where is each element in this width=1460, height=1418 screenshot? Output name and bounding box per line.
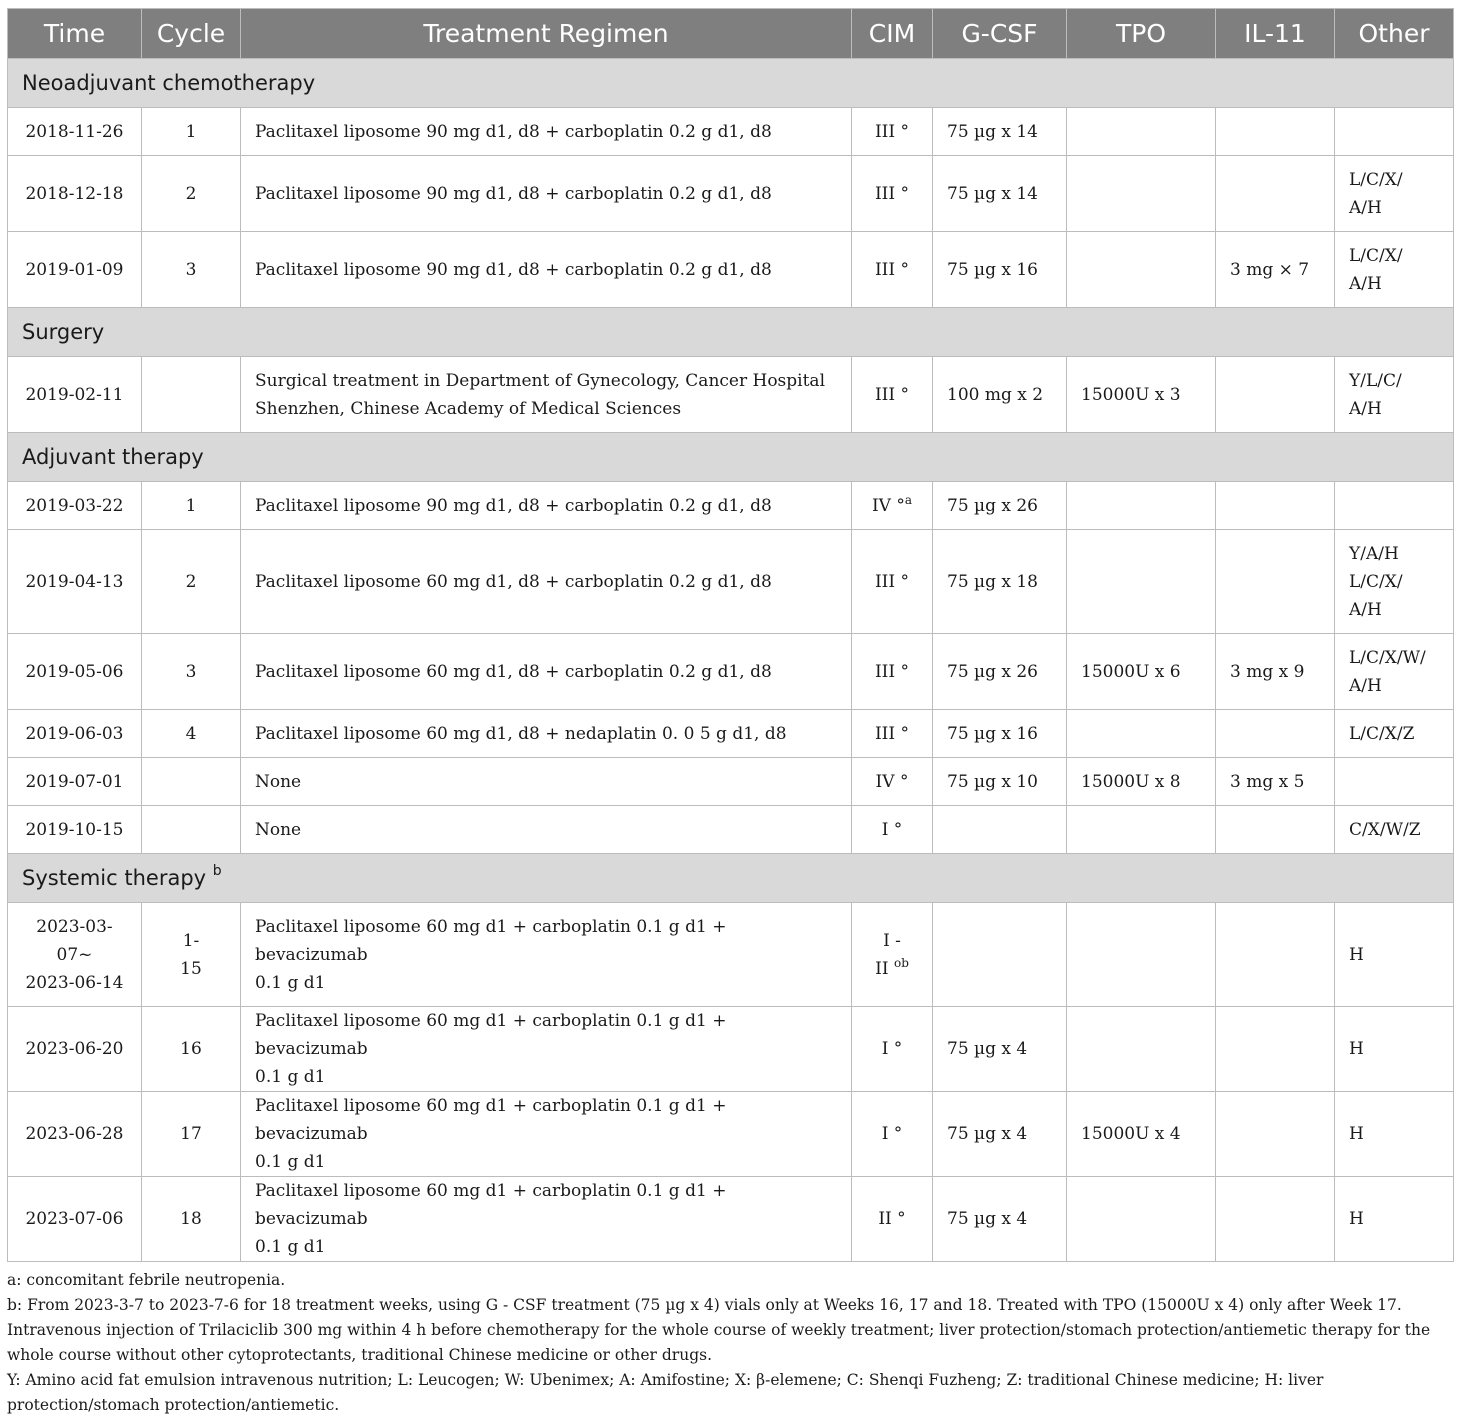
il-11-cell: [1216, 357, 1335, 433]
treatment-regimen-cell: [241, 806, 852, 854]
cim-cell-text: I °: [881, 1124, 903, 1144]
section-row: [8, 854, 1454, 903]
section-title: [8, 433, 1454, 482]
cycle-cell-text: 16: [180, 1039, 202, 1059]
g-csf-cell-text: 75 µg x 4: [947, 1209, 1028, 1229]
tpo-cell: [1067, 710, 1216, 758]
other-cell: [1335, 634, 1454, 710]
cycle-cell-text: 1- 15: [180, 930, 202, 979]
cim-cell-text: I °: [881, 1039, 903, 1059]
table-row: [8, 758, 1454, 806]
section-title-text: Adjuvant therapy: [22, 445, 204, 469]
g-csf-cell-text: 75 µg x 16: [947, 259, 1038, 280]
tpo-cell: [1067, 634, 1216, 710]
treatment-regimen-cell-text: Paclitaxel liposome 60 mg d1, d8 + carboplatin 0.2 g d1, d8: [255, 661, 772, 682]
table-row: [8, 806, 1454, 854]
cim-cell-text: II °: [878, 1209, 906, 1229]
section-title-text: Neoadjuvant chemotherapy: [22, 71, 316, 95]
cim-cell-text: III °: [874, 121, 910, 142]
time-cell: [8, 1092, 142, 1177]
table-row: [8, 903, 1454, 1007]
other-cell-text: L/C/X/ A/H: [1349, 245, 1403, 294]
g-csf-cell: [933, 806, 1067, 854]
cim-cell-text: I - II: [875, 930, 901, 979]
other-cell: [1335, 1177, 1454, 1262]
g-csf-cell-text: 75 µg x 18: [947, 571, 1038, 592]
section-title-text: Surgery: [22, 320, 105, 344]
cycle-cell-text: 17: [180, 1124, 202, 1144]
cycle-cell-text: 4: [185, 723, 197, 744]
tpo-cell: [1067, 156, 1216, 232]
time-cell-text: 2023-06-20: [25, 1039, 124, 1059]
footnote-abbreviations: Y: Amino acid fat emulsion intravenous nutrition; L: Leucogen; W: Ubenimex; A: Amifostine; X: β-elemene; C: Shenqi Fuzheng; Z: traditional Chinese medicine; H: liver protection/stomach protection/antiemetic.: [7, 1371, 1324, 1414]
treatment-regimen-cell: [241, 1092, 852, 1177]
treatment-regimen-cell-text: Paclitaxel liposome 90 mg d1, d8 + carboplatin 0.2 g d1, d8: [255, 183, 772, 204]
treatment-regimen-cell-text: Paclitaxel liposome 90 mg d1, d8 + carboplatin 0.2 g d1, d8: [255, 495, 772, 516]
cycle-cell-text: 1: [185, 495, 197, 516]
cim-cell-text: IV °: [875, 771, 909, 792]
time-cell: [8, 232, 142, 308]
treatment-regimen-cell: [241, 357, 852, 433]
other-cell: [1335, 710, 1454, 758]
other-cell: [1335, 482, 1454, 530]
g-csf-cell-text: 75 µg x 26: [947, 661, 1038, 682]
cycle-cell: [142, 1092, 241, 1177]
il-11-cell: [1216, 156, 1335, 232]
time-cell: [8, 903, 142, 1007]
section-title-text: Systemic therapy: [22, 866, 213, 890]
tpo-cell: [1067, 903, 1216, 1007]
cycle-cell-text: 3: [185, 259, 197, 280]
cycle-cell: [142, 156, 241, 232]
g-csf-cell: [933, 758, 1067, 806]
other-cell: [1335, 1007, 1454, 1092]
cim-cell: [852, 530, 933, 634]
time-cell: [8, 357, 142, 433]
treatment-regimen-cell: [241, 1007, 852, 1092]
other-cell: [1335, 758, 1454, 806]
footnote-b: b: From 2023-3-7 to 2023-7-6 for 18 treatment weeks, using G - CSF treatment (75 µg x 4) vials only at Weeks 16, 17 and 18. Treated with TPO (15000U x 4) only after Week 17. Intravenous injection of Trilaciclib 300 mg within 4 h before chemotherapy for the whole course of weekly treatment; liver protection/stomach protection/antiemetic therapy for the whole course without other cytoprotectants, traditional Chinese medicine or other drugs.: [7, 1296, 1431, 1364]
cycle-cell: [142, 758, 241, 806]
il-11-cell: [1216, 530, 1335, 634]
tpo-cell: [1067, 232, 1216, 308]
time-cell-text: 2018-12-18: [25, 183, 124, 204]
header-g-csf: G-CSF: [933, 9, 1067, 59]
cycle-cell: [142, 108, 241, 156]
treatment-regimen-cell-text: Paclitaxel liposome 60 mg d1 + carboplatin 0.1 g d1 + bevacizumab 0.1 g d1: [255, 916, 727, 993]
tpo-cell: [1067, 357, 1216, 433]
g-csf-cell: [933, 1007, 1067, 1092]
table-row: [8, 357, 1454, 433]
il-11-cell: [1216, 806, 1335, 854]
time-cell: [8, 710, 142, 758]
time-cell-text: 2019-02-11: [25, 384, 124, 405]
cim-cell: [852, 108, 933, 156]
tpo-cell-text: 15000U x 3: [1081, 384, 1181, 405]
table-row: [8, 1007, 1454, 1092]
cim-cell-text: III °: [874, 661, 910, 682]
g-csf-cell: [933, 156, 1067, 232]
table-row: [8, 108, 1454, 156]
time-cell: [8, 482, 142, 530]
treatment-table: [7, 8, 1454, 1262]
cycle-cell-text: 2: [185, 183, 197, 204]
other-cell: [1335, 1092, 1454, 1177]
cim-cell-text: III °: [874, 384, 910, 405]
tpo-cell-text: 15000U x 4: [1081, 1124, 1181, 1144]
cim-cell: [852, 156, 933, 232]
il-11-cell: [1216, 482, 1335, 530]
footnotes: [7, 1268, 1453, 1418]
cim-cell: [852, 634, 933, 710]
treatment-regimen-cell-text: Paclitaxel liposome 60 mg d1 + carboplatin 0.1 g d1 + bevacizumab 0.1 g d1: [255, 1011, 727, 1087]
g-csf-cell: [933, 710, 1067, 758]
cim-cell: [852, 710, 933, 758]
time-cell: [8, 1177, 142, 1262]
cim-footnote-marker: ob: [893, 955, 909, 970]
cim-cell-text: III °: [874, 723, 910, 744]
il-11-cell: [1216, 1007, 1335, 1092]
g-csf-cell-text: 75 µg x 4: [947, 1039, 1028, 1059]
header-time: Time: [8, 9, 142, 59]
g-csf-cell: [933, 1092, 1067, 1177]
g-csf-cell: [933, 357, 1067, 433]
table-row: [8, 232, 1454, 308]
cim-cell-text: III °: [874, 571, 910, 592]
cim-footnote-marker: a: [904, 492, 913, 507]
table-row: [8, 482, 1454, 530]
g-csf-cell-text: 100 mg x 2: [947, 384, 1044, 405]
time-cell: [8, 1007, 142, 1092]
il-11-cell: [1216, 1092, 1335, 1177]
other-cell-text: L/C/X/W/ A/H: [1349, 647, 1426, 696]
header-il-11: IL-11: [1216, 9, 1335, 59]
section-footnote-marker: b: [212, 863, 222, 879]
g-csf-cell-text: 75 µg x 14: [947, 121, 1038, 142]
other-cell: [1335, 156, 1454, 232]
other-cell-text: Y/A/H L/C/X/ A/H: [1349, 543, 1403, 620]
other-cell: [1335, 806, 1454, 854]
il-11-cell: [1216, 710, 1335, 758]
treatment-regimen-cell: [241, 530, 852, 634]
cim-cell: [852, 1007, 933, 1092]
time-cell: [8, 108, 142, 156]
other-cell: [1335, 232, 1454, 308]
cycle-cell: [142, 1007, 241, 1092]
time-cell-text: 2019-07-01: [25, 771, 124, 792]
tpo-cell: [1067, 1177, 1216, 1262]
footnote-a: a: concomitant febrile neutropenia.: [7, 1271, 286, 1289]
tpo-cell: [1067, 482, 1216, 530]
other-cell-text: C/X/W/Z: [1349, 819, 1421, 840]
cim-cell: [852, 357, 933, 433]
g-csf-cell-text: 75 µg x 14: [947, 183, 1038, 204]
time-cell-text: 2019-06-03: [25, 723, 124, 744]
cycle-cell: [142, 530, 241, 634]
g-csf-cell: [933, 634, 1067, 710]
header-other: Other: [1335, 9, 1454, 59]
other-cell-text: L/C/X/Z: [1349, 723, 1415, 744]
tpo-cell: [1067, 1007, 1216, 1092]
il-11-cell-text: 3 mg × 7: [1230, 259, 1310, 280]
time-cell-text: 2023-07-06: [25, 1209, 124, 1229]
cycle-cell: [142, 232, 241, 308]
section-row: [8, 433, 1454, 482]
treatment-regimen-cell-text: None: [255, 771, 302, 792]
other-cell: [1335, 903, 1454, 1007]
other-cell-text: H: [1349, 944, 1364, 965]
treatment-regimen-cell: [241, 710, 852, 758]
time-cell-text: 2019-10-15: [25, 819, 124, 840]
il-11-cell: [1216, 634, 1335, 710]
table-row: [8, 634, 1454, 710]
g-csf-cell: [933, 903, 1067, 1007]
other-cell-text: Y/L/C/ A/H: [1349, 370, 1402, 419]
cim-cell: [852, 758, 933, 806]
treatment-regimen-cell: [241, 1177, 852, 1262]
table-row: [8, 156, 1454, 232]
g-csf-cell-text: 75 µg x 4: [947, 1124, 1028, 1144]
g-csf-cell-text: 75 µg x 10: [947, 771, 1038, 792]
treatment-regimen-cell: [241, 482, 852, 530]
tpo-cell: [1067, 758, 1216, 806]
g-csf-cell: [933, 482, 1067, 530]
tpo-cell: [1067, 108, 1216, 156]
time-cell: [8, 634, 142, 710]
treatment-regimen-cell-text: Paclitaxel liposome 60 mg d1 + carboplatin 0.1 g d1 + bevacizumab 0.1 g d1: [255, 1096, 727, 1172]
other-cell-text: L/C/X/ A/H: [1349, 169, 1403, 218]
treatment-regimen-cell-text: Paclitaxel liposome 90 mg d1, d8 + carboplatin 0.2 g d1, d8: [255, 121, 772, 142]
header-cim: CIM: [852, 9, 933, 59]
other-cell-text: H: [1349, 1039, 1364, 1059]
tpo-cell: [1067, 806, 1216, 854]
cycle-cell: [142, 357, 241, 433]
cycle-cell: [142, 903, 241, 1007]
table-row: [8, 530, 1454, 634]
tpo-cell: [1067, 1092, 1216, 1177]
g-csf-cell: [933, 1177, 1067, 1262]
cim-cell: [852, 232, 933, 308]
table-row: [8, 710, 1454, 758]
time-cell-text: 2019-03-22: [25, 495, 124, 516]
time-cell-text: 2023-06-28: [25, 1124, 124, 1144]
treatment-regimen-cell: [241, 903, 852, 1007]
cycle-cell-text: 1: [185, 121, 197, 142]
il-11-cell: [1216, 903, 1335, 1007]
cim-cell: [852, 482, 933, 530]
treatment-regimen-cell-text: Paclitaxel liposome 60 mg d1, d8 + carboplatin 0.2 g d1, d8: [255, 571, 772, 592]
treatment-regimen-cell-text: Paclitaxel liposome 60 mg d1, d8 + nedaplatin 0. 0 5 g d1, d8: [255, 723, 787, 744]
section-title: [8, 854, 1454, 903]
tpo-cell-text: 15000U x 6: [1081, 661, 1181, 682]
treatment-regimen-cell-text: None: [255, 819, 302, 840]
il-11-cell-text: 3 mg x 9: [1230, 661, 1305, 682]
treatment-regimen-cell: [241, 634, 852, 710]
cycle-cell-text: 3: [185, 661, 197, 682]
time-cell-text: 2019-04-13: [25, 571, 124, 592]
g-csf-cell-text: 75 µg x 16: [947, 723, 1038, 744]
time-cell: [8, 530, 142, 634]
header-treatment-regimen: Treatment Regimen: [241, 9, 852, 59]
cycle-cell: [142, 1177, 241, 1262]
treatment-regimen-cell-text: Paclitaxel liposome 60 mg d1 + carboplatin 0.1 g d1 + bevacizumab 0.1 g d1: [255, 1181, 727, 1257]
cycle-cell: [142, 710, 241, 758]
cim-cell: [852, 806, 933, 854]
cim-cell-text: III °: [874, 259, 910, 280]
cycle-cell-text: 18: [180, 1209, 202, 1229]
treatment-regimen-cell: [241, 156, 852, 232]
treatment-regimen-cell-text: Paclitaxel liposome 90 mg d1, d8 + carboplatin 0.2 g d1, d8: [255, 259, 772, 280]
table-row: [8, 1177, 1454, 1262]
time-cell-text: 2023-03- 07~ 2023-06-14: [25, 916, 124, 993]
cim-cell: [852, 903, 933, 1007]
section-title: [8, 59, 1454, 108]
il-11-cell: [1216, 758, 1335, 806]
header-tpo: TPO: [1067, 9, 1216, 59]
g-csf-cell: [933, 108, 1067, 156]
g-csf-cell-text: 75 µg x 26: [947, 495, 1038, 516]
il-11-cell-text: 3 mg x 5: [1230, 771, 1305, 792]
tpo-cell-text: 15000U x 8: [1081, 771, 1181, 792]
time-cell: [8, 758, 142, 806]
section-row: [8, 59, 1454, 108]
time-cell-text: 2019-01-09: [25, 259, 124, 280]
section-row: [8, 308, 1454, 357]
time-cell-text: 2019-05-06: [25, 661, 124, 682]
cim-cell-text: I °: [881, 819, 903, 840]
other-cell-text: H: [1349, 1124, 1364, 1144]
treatment-regimen-cell-text: Surgical treatment in Department of Gynecology, Cancer Hospital Shenzhen, Chinese Academy of Medical Sciences: [255, 370, 826, 419]
il-11-cell: [1216, 108, 1335, 156]
cim-cell-text: III °: [874, 183, 910, 204]
time-cell: [8, 156, 142, 232]
section-title: [8, 308, 1454, 357]
cim-cell: [852, 1177, 933, 1262]
g-csf-cell: [933, 530, 1067, 634]
treatment-regimen-cell: [241, 108, 852, 156]
cim-cell: [852, 1092, 933, 1177]
treatment-regimen-cell: [241, 758, 852, 806]
other-cell: [1335, 108, 1454, 156]
cycle-cell: [142, 634, 241, 710]
treatment-regimen-cell: [241, 232, 852, 308]
table-row: [8, 1092, 1454, 1177]
cycle-cell-text: 2: [185, 571, 197, 592]
cycle-cell: [142, 482, 241, 530]
other-cell: [1335, 357, 1454, 433]
g-csf-cell: [933, 232, 1067, 308]
treatment-table-document: [7, 8, 1453, 1418]
tpo-cell: [1067, 530, 1216, 634]
il-11-cell: [1216, 1177, 1335, 1262]
header-row: [8, 9, 1454, 59]
cycle-cell: [142, 806, 241, 854]
header-cycle: Cycle: [142, 9, 241, 59]
time-cell-text: 2018-11-26: [25, 121, 124, 142]
other-cell: [1335, 530, 1454, 634]
cim-cell-text: IV °: [871, 495, 905, 516]
time-cell: [8, 806, 142, 854]
il-11-cell: [1216, 232, 1335, 308]
other-cell-text: H: [1349, 1209, 1364, 1229]
